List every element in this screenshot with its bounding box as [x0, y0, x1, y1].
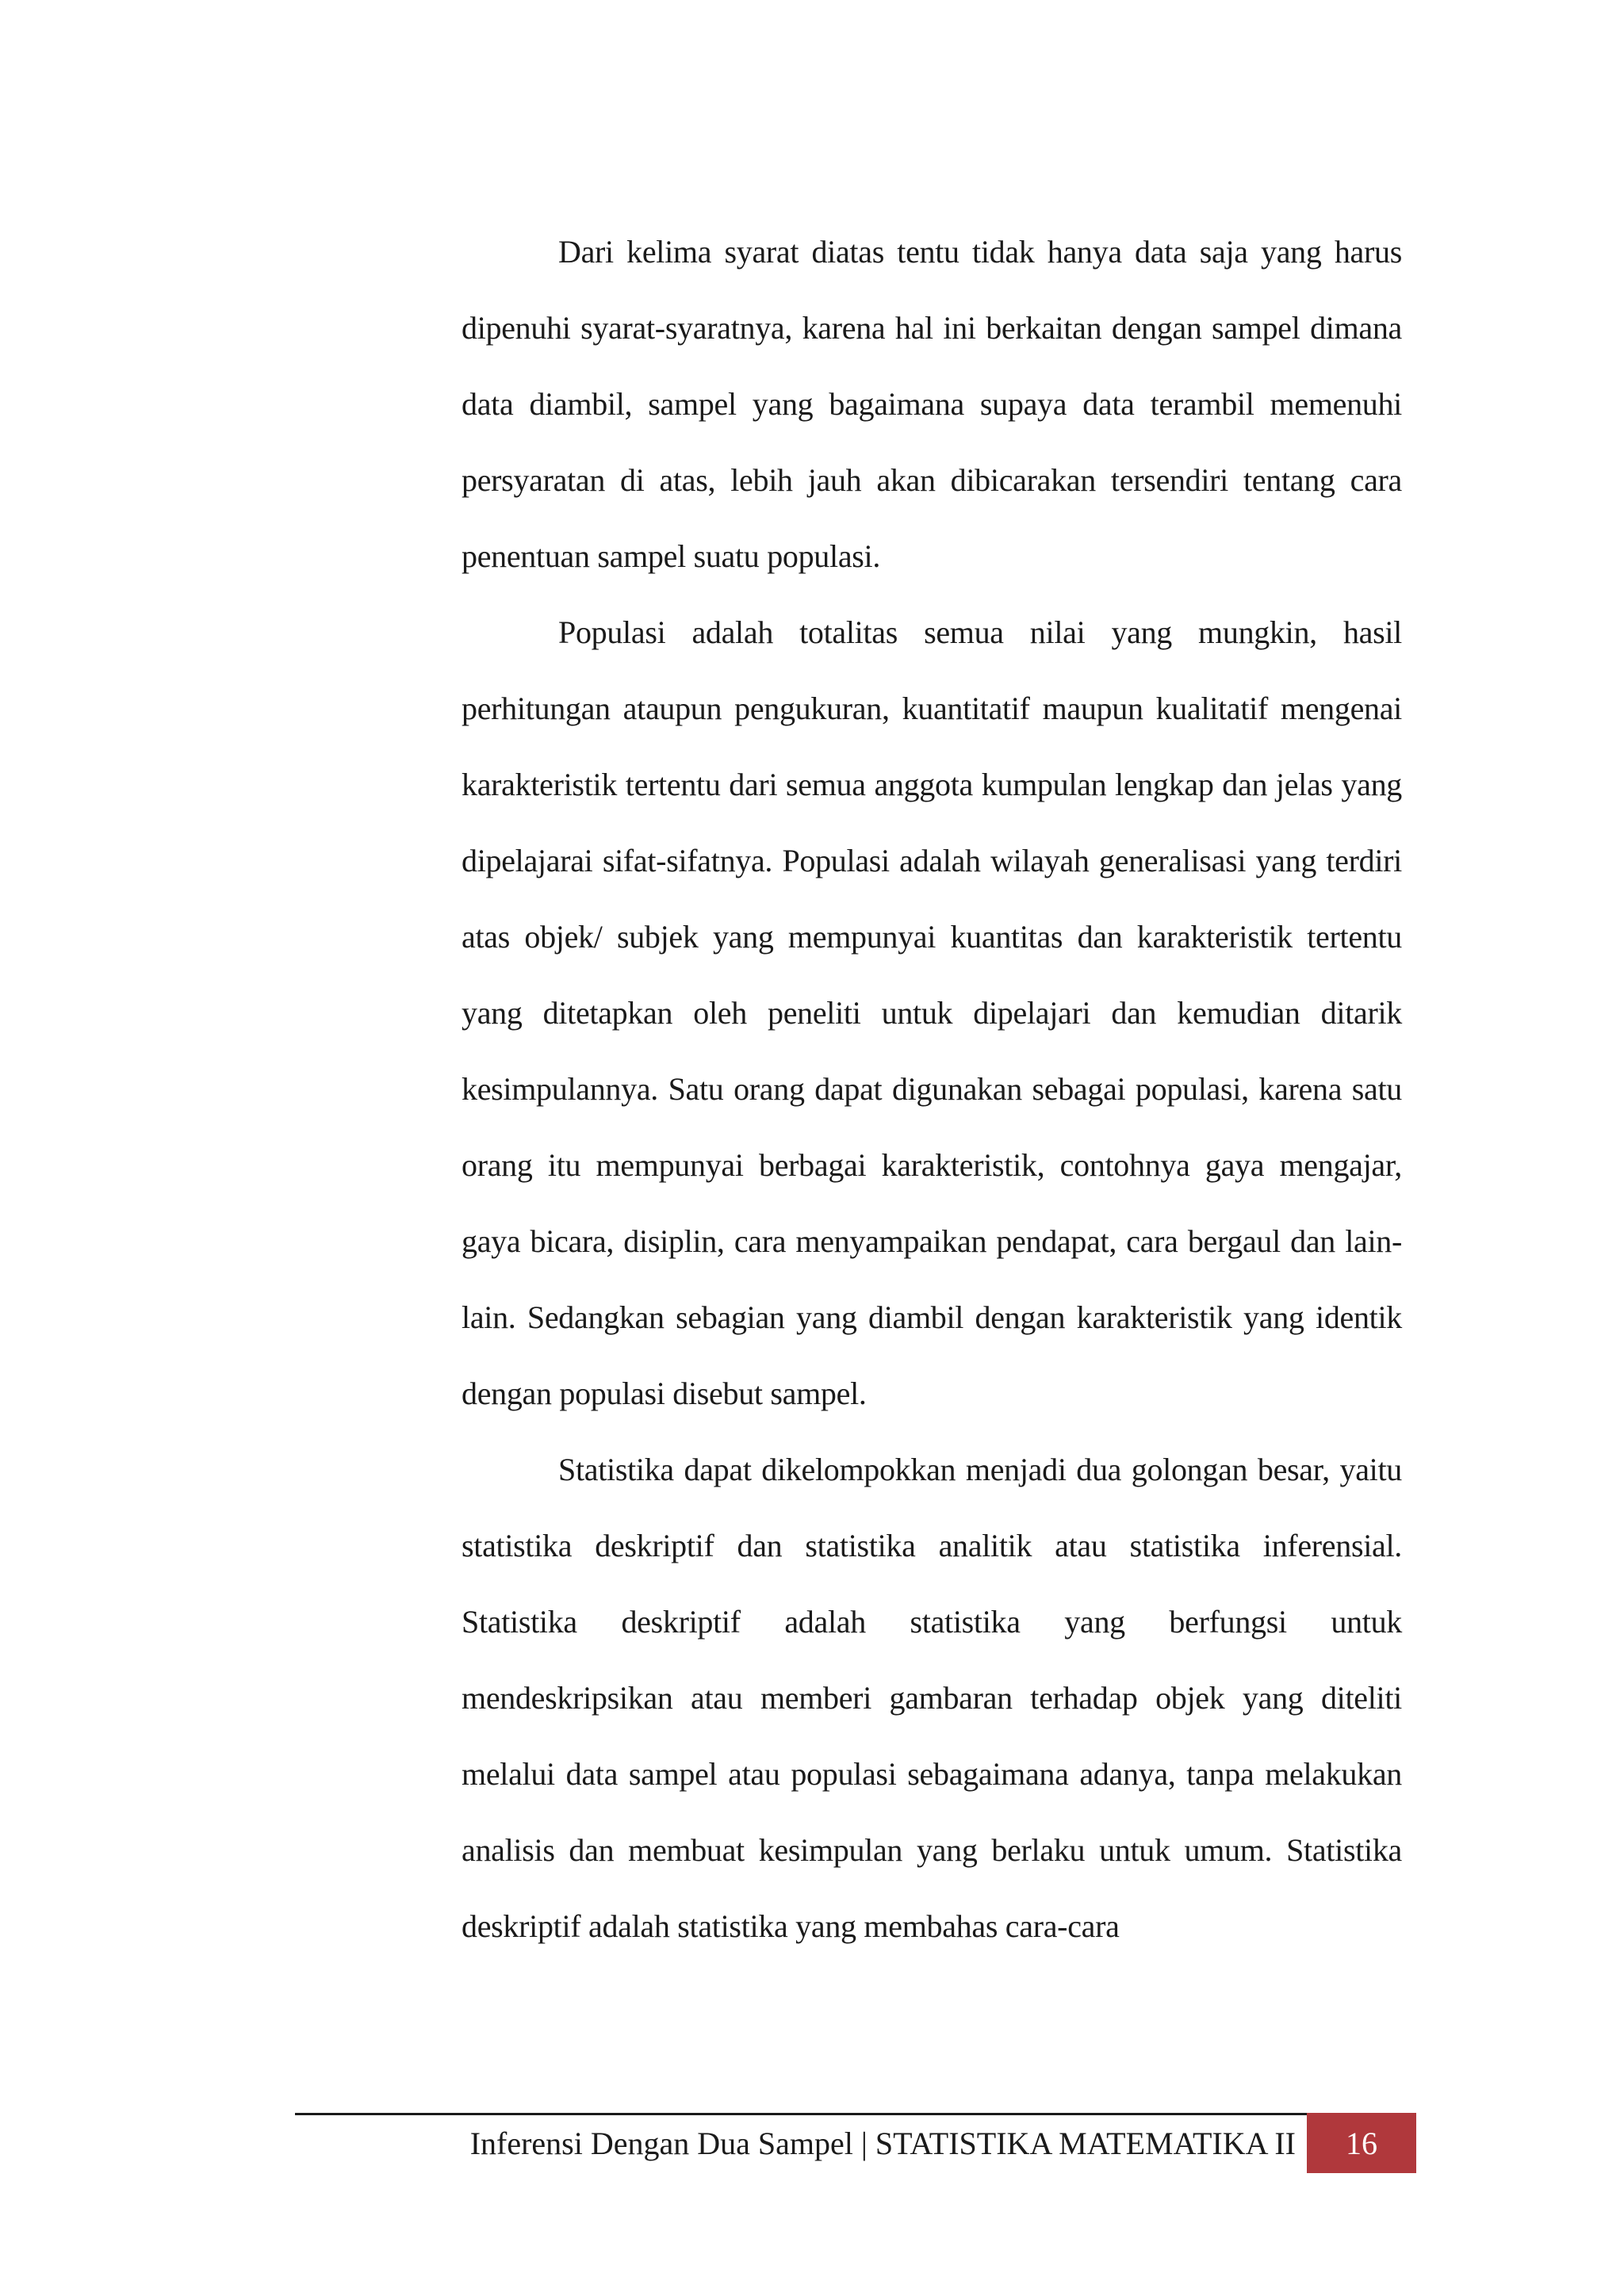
page-number-badge: [1307, 2113, 1416, 2173]
paragraph-3: Statistika dapat dikelompokkan menjadi dua golongan besar, yaitu statistika deskriptif dan statistika analitik atau statistika inferensial. Statistika deskriptif adalah statistika yang berfungsi untuk mendeskripsikan atau memberi gambaran terhadap objek yang diteliti melalui data sampel atau populasi sebagaimana adanya, tanpa melakukan analisis dan membuat kesimpulan yang berlaku untuk umum. Statistika deskriptif adalah statistika yang membahas cara-cara: [462, 1452, 1402, 1944]
footer-rule: [295, 2113, 1307, 2115]
footer-title: Inferensi Dengan Dua Sampel | STATISTIKA MATEMATIKA II: [469, 2126, 1296, 2161]
body-text: [462, 214, 1402, 1965]
paragraph-2: Populasi adalah totalitas semua nilai yang mungkin, hasil perhitungan ataupun pengukuran, kuantitatif maupun kualitatif mengenai karakteristik tertentu dari semua anggota kumpulan lengkap dan jelas yang dipelajarai sifat-sifatnya. Populasi adalah wilayah generalisasi yang terdiri atas objek/ subjek yang mempunyai kuantitas dan karakteristik tertentu yang ditetapkan oleh peneliti untuk dipelajari dan kemudian ditarik kesimpulannya. Satu orang dapat digunakan sebagai populasi, karena satu orang itu mempunyai berbagai karakteristik, contohnya gaya mengajar, gaya bicara, disiplin, cara menyampaikan pendapat, cara bergaul dan lain-lain. Sedangkan sebagian yang diambil dengan karakteristik yang identik dengan populasi disebut sampel.: [462, 614, 1402, 1411]
page-number: 16: [1346, 2125, 1377, 2161]
paragraph-1: Dari kelima syarat diatas tentu tidak hanya data saja yang harus dipenuhi syarat-syaratnya, karena hal ini berkaitan dengan sampel dimana data diambil, sampel yang bagaimana supaya data terambil memenuhi persyaratan di atas, lebih jauh akan dibicarakan tersendiri tentang cara penentuan sampel suatu populasi.: [462, 234, 1402, 574]
